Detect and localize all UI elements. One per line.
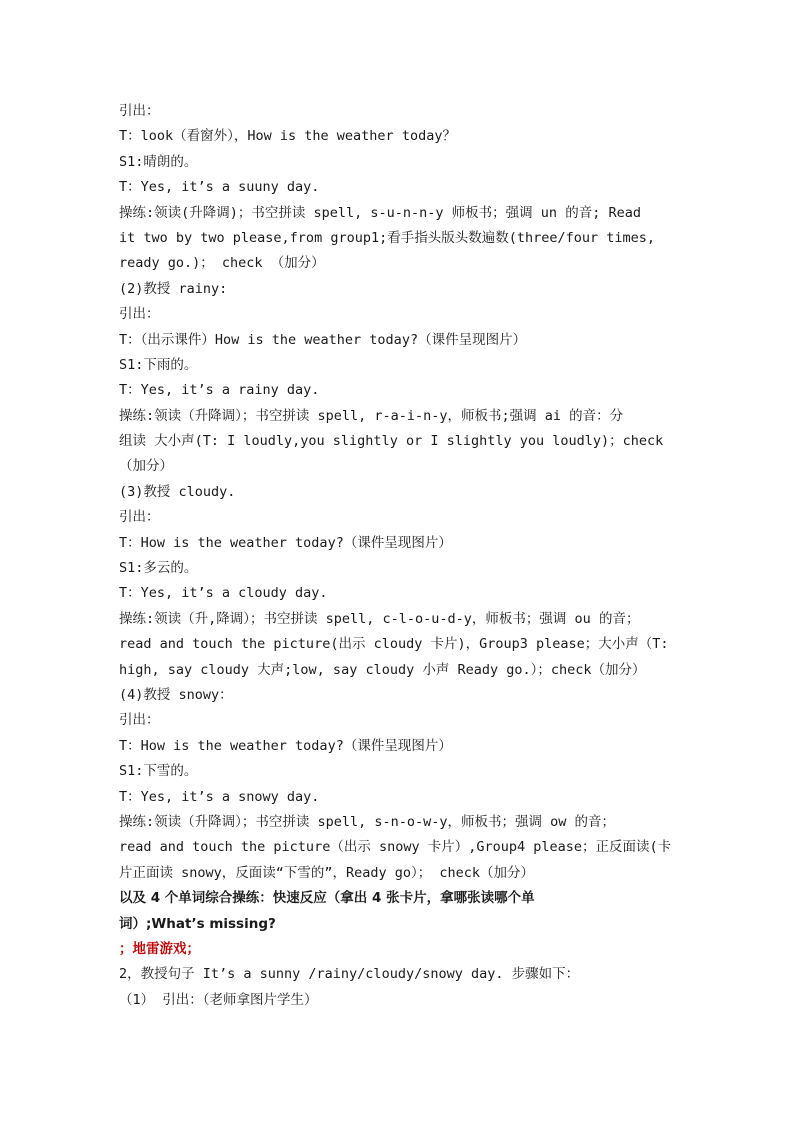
game-line: [119, 937, 679, 962]
text-line: S1:下雨的。: [119, 356, 198, 373]
text-line: 操练:领读(升降调)；书空拼读 spell, s-u-n-n-y 师板书；强调 un 的音; Read: [119, 204, 641, 221]
text-line: T：Yes, it’s a suuny day.: [119, 179, 320, 196]
text-line: T：（出示课件）How is the weather today?（课件呈现图片）: [119, 331, 527, 348]
text-line: 操练:领读（升,降调）；书空拼读 spell, c-l-o-u-d-y，师板书；强调 ou 的音；: [119, 610, 640, 627]
text-line: 引出：: [119, 712, 160, 729]
text-line: T：Yes, it’s a snowy day.: [119, 788, 320, 805]
text-line: S1:多云的。: [119, 560, 198, 577]
text-line: T：Yes, it’s a cloudy day.: [119, 585, 328, 602]
section-heading-cloudy: (3)教授 cloudy.: [119, 483, 236, 500]
text-line: 组读 大小声(T: I loudly,you slightly or I slightly you loudly)；check: [119, 433, 664, 450]
text-line: T：Yes, it’s a rainy day.: [119, 382, 320, 399]
text-line: S1:晴朗的。: [119, 153, 198, 170]
game-prefix: ；: [119, 940, 133, 957]
section-heading-snowy: (4)教授 snowy：: [119, 686, 233, 703]
text-line: （加分）: [119, 458, 173, 475]
section-heading-sentence: 2，教授句子 It’s a sunny /rainy/cloudy/snowy day. 步骤如下：: [119, 966, 580, 983]
text-line: 操练:领读（升降调）；书空拼读 spell, s-n-o-w-y，师板书；强调 ow 的音；: [119, 813, 616, 830]
text-line: high, say cloudy 大声;low, say cloudy 小声 Ready go.）；check（加分）: [119, 661, 646, 678]
text-line: read and touch the picture（出示 snowy 卡片）,Group4 please；正反面读(卡: [119, 839, 672, 856]
text-line: ready go.)； check （加分）: [119, 255, 325, 272]
text-line: 引出：: [119, 306, 160, 323]
bold-summary-line-2: 词）;What’s missing?: [119, 915, 276, 932]
section-heading-rainy: (2)教授 rainy:: [119, 280, 228, 297]
subsection-heading: （1） 引出：（老师拿图片学生）: [119, 991, 318, 1008]
text-line: it two by two please,from group1;看手指头版头数遍数(three/four times,: [119, 229, 656, 246]
bold-summary-line-1: 以及 4 个单词综合操练：快速反应（拿出 4 张卡片，拿哪张读哪个单: [119, 890, 535, 907]
text-line: S1:下雪的。: [119, 763, 198, 780]
text-line: 引出：: [119, 103, 160, 119]
text-line: read and touch the picture(出示 cloudy 卡片)，Group3 please；大小声（T:: [119, 636, 669, 653]
text-line: T：How is the weather today?（课件呈现图片）: [119, 534, 452, 551]
document-body: [119, 99, 679, 1013]
text-line: 操练:领读（升降调）；书空拼读 spell, r-a-i-n-y，师板书;强调 ai 的音：分: [119, 407, 624, 424]
text-line: T：look（看窗外），How is the weather today？: [119, 128, 456, 145]
text-line: 引出：: [119, 509, 160, 526]
text-line: 片正面读 snowy，反面读“下雪的”，Ready go）； check（加分）: [119, 864, 535, 881]
text-line: T：How is the weather today?（课件呈现图片）: [119, 737, 452, 754]
game-title: 地雷游戏；: [132, 940, 200, 957]
